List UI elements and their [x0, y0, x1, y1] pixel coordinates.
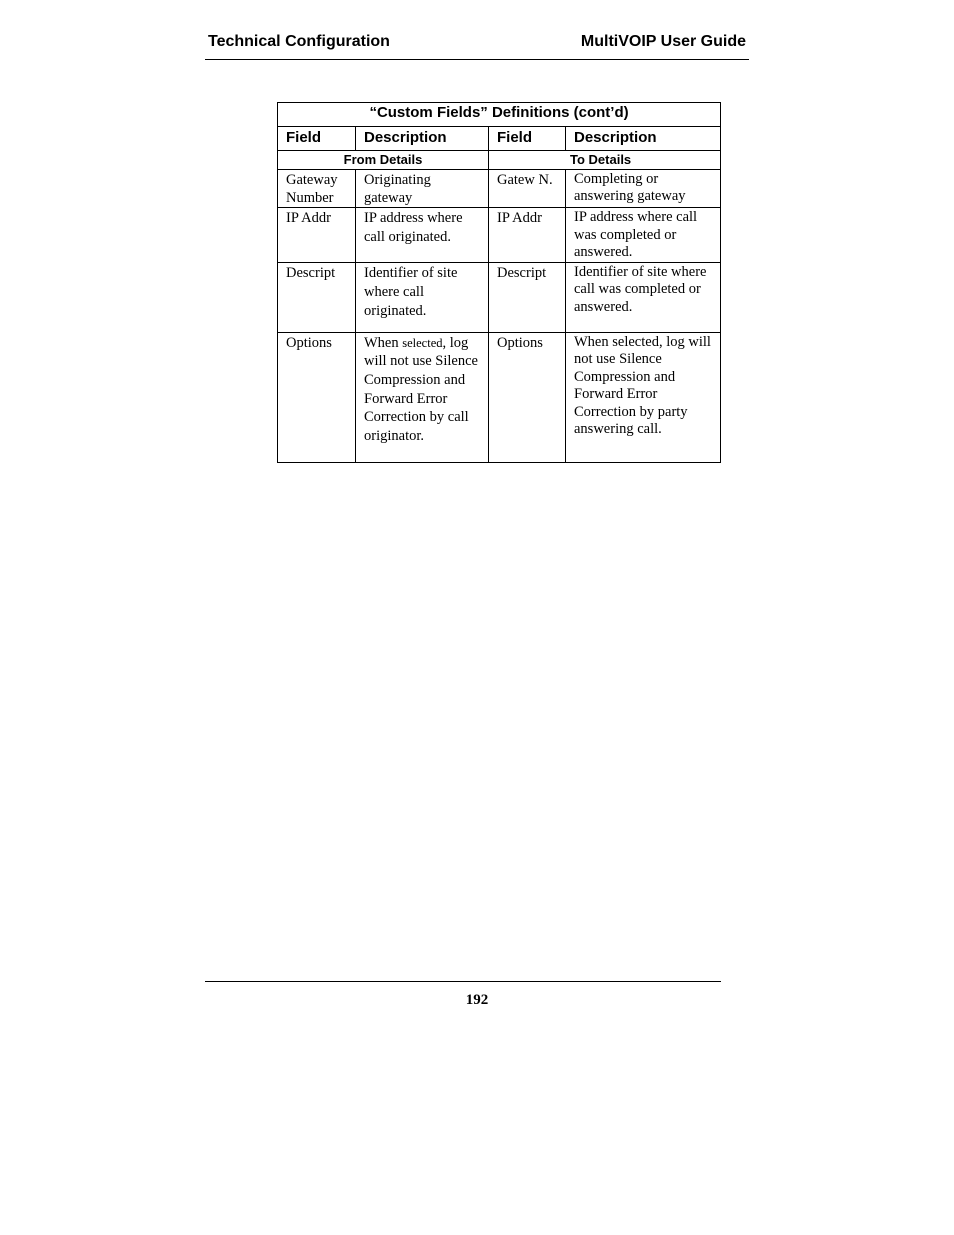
table-row: [278, 332, 721, 462]
from-description-cell: IP address where call originated.: [356, 208, 489, 263]
custom-fields-table: [277, 102, 721, 463]
description-text-small: selected: [402, 335, 443, 350]
from-field-cell: Options: [278, 332, 356, 462]
header-rule: [205, 59, 749, 60]
to-description-cell: Identifier of site where call was completed or answered.: [566, 262, 721, 332]
to-field-cell: IP Addr: [489, 208, 566, 263]
section-header-row: [278, 151, 721, 170]
column-header-field: Field: [489, 127, 566, 151]
column-header-description: Description: [356, 127, 489, 151]
table-title: “Custom Fields” Definitions (cont’d): [278, 103, 721, 127]
to-field-cell: Gatew N.: [489, 170, 566, 208]
table-row: [278, 170, 721, 208]
description-text: , log will not use Silence Compression and Forward Error Correction by call originator.: [364, 334, 478, 445]
column-header-field: Field: [278, 127, 356, 151]
description-text: When: [364, 334, 403, 351]
running-header-title: MultiVOIP User Guide: [580, 33, 746, 50]
table-title-row: [278, 103, 721, 127]
running-header-section: Technical Configuration: [208, 33, 390, 50]
table-header-row: [278, 127, 721, 151]
column-header-description: Description: [566, 127, 721, 151]
from-description-cell: Identifier of site where call originated.: [356, 262, 489, 332]
from-field-cell: Descript: [278, 262, 356, 332]
to-description-cell: Completing or answering gateway: [566, 170, 721, 208]
table-row: [278, 208, 721, 263]
table-row: [278, 262, 721, 332]
to-description-cell: When selected, log will not use Silence Compression and Forward Error Correction by party answering call.: [566, 332, 721, 462]
from-description-cell: Originating gateway: [356, 170, 489, 208]
to-description-cell: IP address where call was completed or answered.: [566, 208, 721, 263]
to-field-cell: Options: [489, 332, 566, 462]
to-field-cell: Descript: [489, 262, 566, 332]
from-description-cell: [356, 332, 489, 462]
page-number: 192: [465, 992, 489, 1008]
from-field-cell: IP Addr: [278, 208, 356, 263]
section-header-from: From Details: [278, 151, 489, 170]
from-field-cell: Gateway Number: [278, 170, 356, 208]
footer-rule: [205, 981, 721, 982]
section-header-to: To Details: [489, 151, 721, 170]
